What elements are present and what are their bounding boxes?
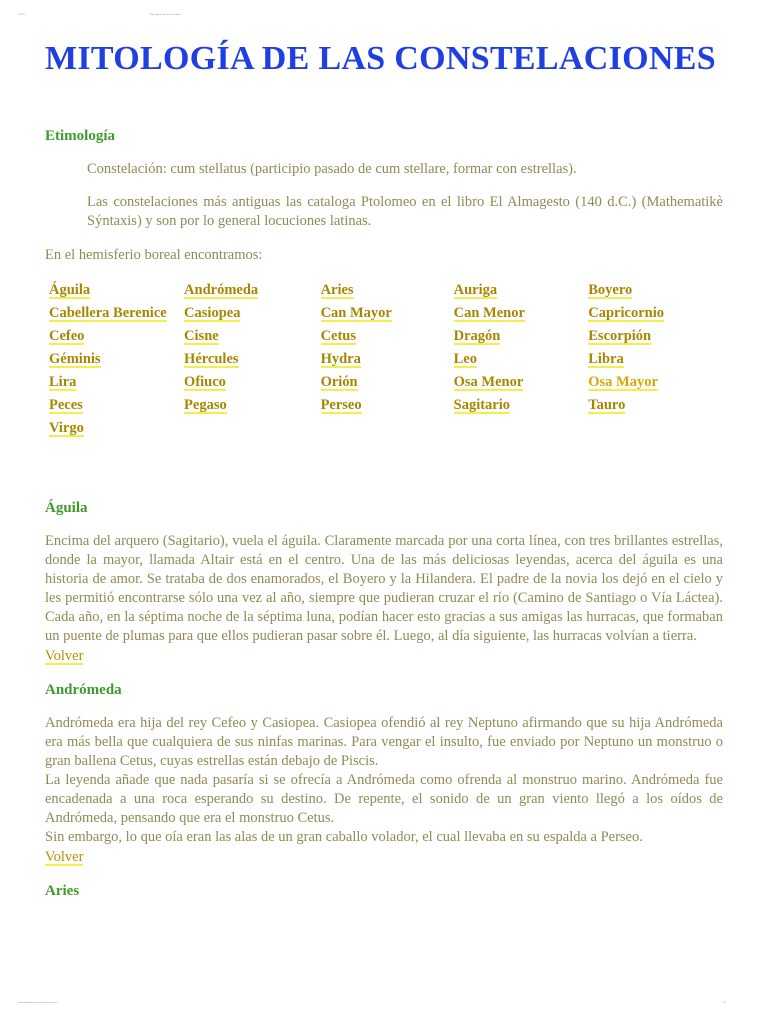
link-osa-mayor[interactable]: Osa Mayor xyxy=(588,374,658,390)
link-libra[interactable]: Libra xyxy=(588,351,624,367)
link-dragon[interactable]: Dragón xyxy=(453,328,501,344)
print-footer-page: 1/3 xyxy=(722,1002,726,1004)
link-can-menor[interactable]: Can Menor xyxy=(453,305,525,321)
volver-line xyxy=(45,646,723,666)
section-text-andromeda-2: La leyenda añade que nada pasaría si se ofrecía a Andrómeda como ofrenda al monstruo marino. Andrómeda fue encadenada a una roca esperando su destino. De repente, el sonido de un gran viento llegó a los oídos de Andrómeda, pensando que era el monstruo Cetus. xyxy=(45,772,723,826)
link-sagitario[interactable]: Sagitario xyxy=(453,397,511,413)
page-title: MITOLOGÍA DE LAS CONSTELACIONES xyxy=(45,40,716,77)
link-can-mayor[interactable]: Can Mayor xyxy=(320,305,392,321)
link-aries[interactable]: Aries xyxy=(320,282,354,298)
section-text-aguila: Encima del arquero (Sagitario), vuela el águila. Claramente marcada por una corta línea, con tres brillantes estrellas, donde la mayor, llamada Altair está en el centro. Una de las más deliciosas leyendas, acerca del águila es una historia de amor. Se trataba de dos enamorados, el Boyero y la Hilandera. El padre de la novia los dejó en el cielo y les permitió encontrarse sólo una vez al año, siempre que pudieran cruzar el río (Camino de Santiago o Vía Láctea). Cada año, en la séptima noche de la séptima luna, podían hacer esto gracias a sus amigas las hurracas, que formaban un puente de plumas para que ellos pudieran pasar sobre él. Luego, al día siguiente, las hurracas volvían a tierra. xyxy=(45,533,723,644)
link-leo[interactable]: Leo xyxy=(453,351,477,367)
volver-line xyxy=(45,847,723,867)
constellation-row xyxy=(45,417,721,440)
link-peces[interactable]: Peces xyxy=(49,397,83,413)
link-cabellera-berenice[interactable]: Cabellera Berenice xyxy=(49,305,167,321)
print-footer-url: www.mitologia.net/constelaciones.html xyxy=(18,1002,58,1004)
link-boyero[interactable]: Boyero xyxy=(588,282,633,298)
link-cetus[interactable]: Cetus xyxy=(320,328,357,344)
etimologia-paragraph-1: Constelación: cum stellatus (participio pasado de cum stellare, formar con estrellas). xyxy=(87,161,577,177)
constellation-table xyxy=(45,279,721,440)
section-heading-aries: Aries xyxy=(45,883,80,899)
constellation-row xyxy=(45,279,721,302)
intro-text: En el hemisferio boreal encontramos: xyxy=(45,247,263,263)
link-aguila[interactable]: Águila xyxy=(49,282,91,298)
section-text-andromeda-3: Sin embargo, lo que oía eran las alas de un gran caballo volador, el cual llevaba en su espalda a Perseo. xyxy=(45,829,643,845)
link-pegaso[interactable]: Pegaso xyxy=(184,397,227,413)
link-cefeo[interactable]: Cefeo xyxy=(49,328,85,344)
volver-link[interactable]: Volver xyxy=(45,849,84,865)
link-osa-menor[interactable]: Osa Menor xyxy=(453,374,524,390)
link-andromeda[interactable]: Andrómeda xyxy=(184,282,259,298)
etimologia-paragraph-2: Las constelaciones más antiguas las cataloga Ptolomeo en el libro El Almagesto (140 d.C.) (Mathematikè Sýntaxis) y son por lo general locuciones latinas. xyxy=(87,194,723,229)
link-perseo[interactable]: Perseo xyxy=(320,397,362,413)
link-hydra[interactable]: Hydra xyxy=(320,351,361,367)
link-lira[interactable]: Lira xyxy=(49,374,77,390)
print-header-title: Mitología de las constelaciones xyxy=(150,14,182,16)
constellation-row xyxy=(45,394,721,417)
section-heading-andromeda: Andrómeda xyxy=(45,682,122,698)
constellation-row xyxy=(45,371,721,394)
link-geminis[interactable]: Géminis xyxy=(49,351,101,367)
link-auriga[interactable]: Auriga xyxy=(453,282,498,298)
section-heading-aguila: Águila xyxy=(45,500,88,516)
link-ofiuco[interactable]: Ofiuco xyxy=(184,374,226,390)
print-footer xyxy=(0,1002,768,1010)
page-content xyxy=(45,36,723,900)
link-capricornio[interactable]: Capricornio xyxy=(588,305,664,321)
print-header xyxy=(0,14,768,22)
section-text-andromeda-1: Andrómeda era hija del rey Cefeo y Casiopea. Casiopea ofendió al rey Neptuno afirmando que su hija Andrómeda era más bella que cualquiera de sus ninfas marinas. Para vengar el insulto, fue enviado por Neptuno un monstruo o gran ballena Cetus, cuyas estrellas están debajo de Piscis. xyxy=(45,715,723,769)
link-escorpion[interactable]: Escorpión xyxy=(588,328,652,344)
link-casiopea[interactable]: Casiopea xyxy=(184,305,241,321)
etimologia-heading: Etimología xyxy=(45,128,115,144)
print-header-date: 12/1/13 xyxy=(18,14,26,16)
link-cisne[interactable]: Cisne xyxy=(184,328,219,344)
volver-link[interactable]: Volver xyxy=(45,648,84,664)
constellation-row xyxy=(45,302,721,325)
link-tauro[interactable]: Tauro xyxy=(588,397,626,413)
link-virgo[interactable]: Virgo xyxy=(49,420,84,436)
constellation-row xyxy=(45,325,721,348)
constellation-row xyxy=(45,348,721,371)
link-hercules[interactable]: Hércules xyxy=(184,351,239,367)
link-orion[interactable]: Orión xyxy=(320,374,358,390)
